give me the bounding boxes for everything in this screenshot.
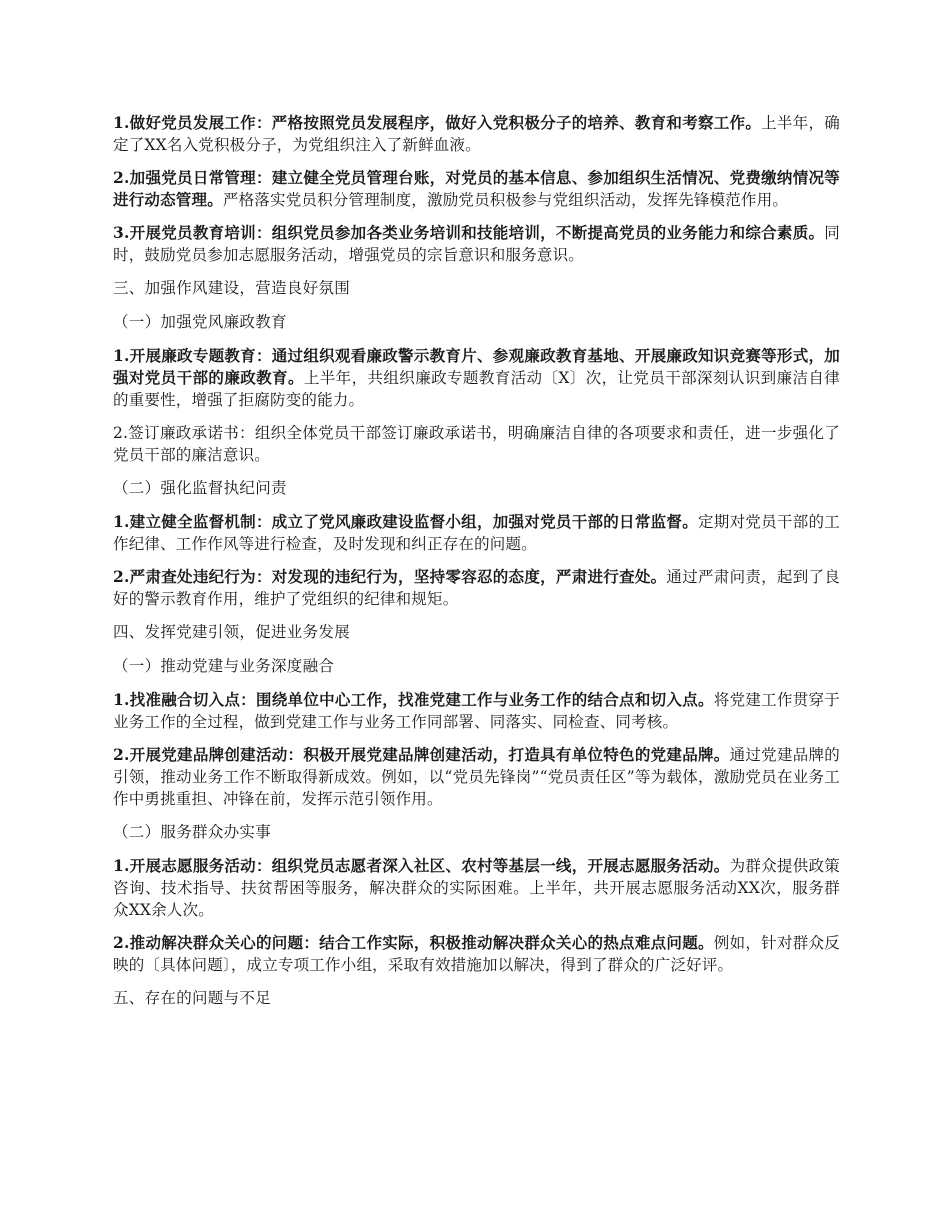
paragraph: [113, 222, 840, 266]
paragraph: [113, 855, 840, 921]
paragraph: [113, 566, 840, 610]
document-body: [113, 112, 840, 1021]
paragraph: [113, 932, 840, 976]
section-heading: （一）加强党风廉政教育: [113, 313, 287, 331]
paragraph-lead: 2.开展党建品牌创建活动：积极开展党建品牌创建活动，打造具有单位特色的党建品牌。: [113, 745, 730, 764]
paragraph-lead: 2.严肃查处违纪行为：对发现的违纪行为，坚持零容忍的态度，严肃进行查处。: [113, 567, 667, 586]
paragraph-text: 同时，鼓励党员参加志愿服务活动，增强党员的宗旨意识和服务意识。: [113, 224, 840, 264]
paragraph-lead: 3.开展党员教育培训：组织党员参加各类业务培训和技能培训，不断提高党员的业务能力和综合素质。: [113, 223, 825, 242]
paragraph-text: 上半年，确定了XX名入党积极分子，为党组织注入了新鲜血液。: [113, 114, 840, 154]
paragraph: [113, 689, 840, 733]
section-heading: （一）推动党建与业务深度融合: [113, 657, 335, 675]
paragraph-text: 上半年，共组织廉政专题教育活动〔X〕次，让党员干部深刻认识到廉洁自律的重要性，增强了拒腐防变的能力。: [113, 369, 840, 409]
paragraph-text: 通过党建品牌的引领，推动业务工作不断取得新成效。例如，以“党员先锋岗”“党员责任区”等为载体，激励党员在业务工作中勇挑重担、冲锋在前，发挥示范引领作用。: [113, 746, 840, 808]
section-heading: （二）强化监督执纪问责: [113, 479, 287, 497]
paragraph: [113, 112, 840, 156]
paragraph-text: 2.签订廉政承诺书：组织全体党员干部签订廉政承诺书，明确廉洁自律的各项要求和责任，进一步强化了党员干部的廉洁意识。: [113, 424, 840, 464]
paragraph-lead: 1.开展廉政专题教育：通过组织观看廉政警示教育片、参观廉政教育基地、开展廉政知识竞赛等形式，加强对党员干部的廉政教育。: [113, 346, 840, 387]
section-heading: 五、存在的问题与不足: [113, 989, 272, 1007]
paragraph-text: 例如，针对群众反映的〔具体问题〕，成立专项工作小组，采取有效措施加以解决，得到了群众的广泛好评。: [113, 934, 841, 974]
section-heading: 四、发挥党建引领，促进业务发展: [113, 623, 351, 641]
paragraph-text: 定期对党员干部的工作纪律、工作作风等进行检查，及时发现和纠正存在的问题。: [113, 513, 840, 553]
paragraph-lead: 1.找准融合切入点：围绕单位中心工作，找准党建工作与业务工作的结合点和切入点。: [113, 690, 714, 709]
paragraph-text: 通过严肃问责，起到了良好的警示教育作用，维护了党组织的纪律和规矩。: [113, 568, 840, 608]
paragraph-lead: 1.开展志愿服务活动：组织党员志愿者深入社区、农村等基层一线，开展志愿服务活动。: [113, 856, 730, 875]
paragraph: [113, 744, 840, 810]
paragraph-lead: 2.推动解决群众关心的问题：结合工作实际，积极推动解决群众关心的热点难点问题。: [113, 933, 714, 952]
paragraph-lead: 1.做好党员发展工作：严格按照党员发展程序，做好入党积极分子的培养、教育和考察工作。: [113, 113, 762, 132]
paragraph: [113, 167, 840, 211]
section-heading: 三、加强作风建设，营造良好氛围: [113, 279, 351, 297]
paragraph-lead: 2.加强党员日常管理：建立健全党员管理台账，对党员的基本信息、参加组织生活情况、党费缴纳情况等进行动态管理。: [113, 168, 840, 209]
paragraph: [113, 422, 840, 466]
section-heading: （二）服务群众办实事: [113, 823, 272, 841]
paragraph: [113, 345, 840, 411]
paragraph-text: 将党建工作贯穿于业务工作的全过程，做到党建工作与业务工作同部署、同落实、同检查、同考核。: [113, 691, 841, 731]
paragraph-lead: 1.建立健全监督机制：成立了党风廉政建设监督小组，加强对党员干部的日常监督。: [113, 512, 698, 531]
paragraph-text: 严格落实党员积分管理制度，激励党员积极参与党组织活动，发挥先锋模范作用。: [222, 191, 789, 209]
paragraph: [113, 511, 840, 555]
paragraph-text: 为群众提供政策咨询、技术指导、扶贫帮困等服务，解决群众的实际困难。上半年，共开展志愿服务活动XX次，服务群众XX余人次。: [113, 857, 840, 919]
